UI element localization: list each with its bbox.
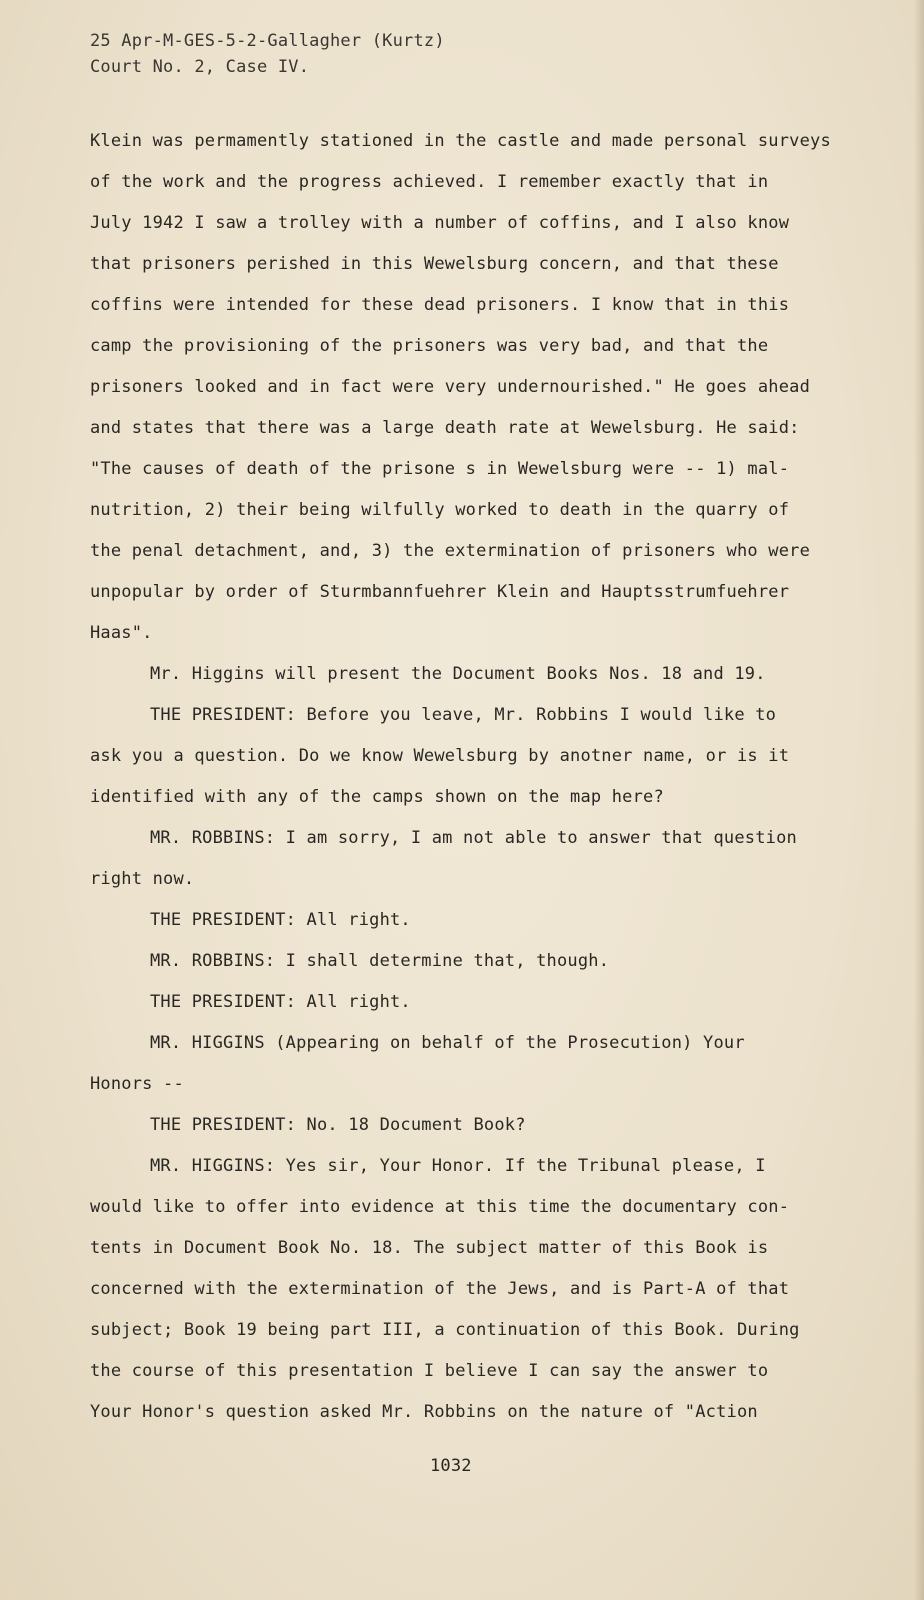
body-line: Mr. Higgins will present the Document Books Nos. 18 and 19. [150, 664, 766, 684]
body-line: that prisoners perished in this Wewelsburg concern, and that these [90, 254, 779, 274]
body-line: unpopular by order of Sturmbannfuehrer Klein and Hauptsstrumfuehrer [90, 582, 790, 602]
body-line: Haas". [90, 623, 153, 643]
body-line: July 1942 I saw a trolley with a number of coffins, and I also know [90, 213, 790, 233]
header-court-case: Court No. 2, Case IV. [90, 57, 310, 77]
body-line: of the work and the progress achieved. I remember exactly that in [90, 172, 769, 192]
body-line: right now. [90, 869, 195, 889]
body-line: MR. ROBBINS: I am sorry, I am not able to answer that question [150, 828, 797, 848]
body-line: MR. HIGGINS (Appearing on behalf of the Prosecution) Your [150, 1033, 745, 1053]
body-line: would like to offer into evidence at this time the documentary con- [90, 1197, 790, 1217]
body-line: concerned with the extermination of the Jews, and is Part-A of that [90, 1279, 790, 1299]
body-line: MR. HIGGINS: Yes sir, Your Honor. If the Tribunal please, I [150, 1156, 766, 1176]
body-line: the course of this presentation I believe I can say the answer to [90, 1361, 769, 1381]
body-line: THE PRESIDENT: Before you leave, Mr. Robbins I would like to [150, 705, 777, 725]
body-line: subject; Book 19 being part III, a continuation of this Book. During [90, 1320, 800, 1340]
body-line: and states that there was a large death rate at Wewelsburg. He said: [90, 418, 800, 438]
header-case-reference: 25 Apr-M-GES-5-2-Gallagher (Kurtz) [90, 31, 445, 51]
page-number: 1032 [430, 1456, 472, 1476]
body-line: prisoners looked and in fact were very undernourished." He goes ahead [90, 377, 811, 397]
body-line: THE PRESIDENT: No. 18 Document Book? [150, 1115, 526, 1135]
body-line: camp the provisioning of the prisoners was very bad, and that the [90, 336, 769, 356]
body-line: ask you a question. Do we know Wewelsburg by anotner name, or is it [90, 746, 790, 766]
body-line: THE PRESIDENT: All right. [150, 910, 411, 930]
body-line: THE PRESIDENT: All right. [150, 992, 411, 1012]
body-line: Your Honor's question asked Mr. Robbins on the nature of "Action [90, 1402, 758, 1422]
page-edge-shadow [914, 0, 924, 1600]
body-line: tents in Document Book No. 18. The subject matter of this Book is [90, 1238, 769, 1258]
body-line: nutrition, 2) their being wilfully worked to death in the quarry of [90, 500, 790, 520]
body-line: Honors -- [90, 1074, 184, 1094]
body-line: identified with any of the camps shown on the map here? [90, 787, 664, 807]
body-line: the penal detachment, and, 3) the extermination of prisoners who were [90, 541, 811, 561]
body-line: coffins were intended for these dead prisoners. I know that in this [90, 295, 790, 315]
body-line: Klein was permamently stationed in the castle and made personal surveys [90, 131, 831, 151]
body-line: MR. ROBBINS: I shall determine that, though. [150, 951, 610, 971]
body-line: "The causes of death of the prisone s in Wewelsburg were -- 1) mal- [90, 459, 790, 479]
document-header [90, 28, 445, 80]
